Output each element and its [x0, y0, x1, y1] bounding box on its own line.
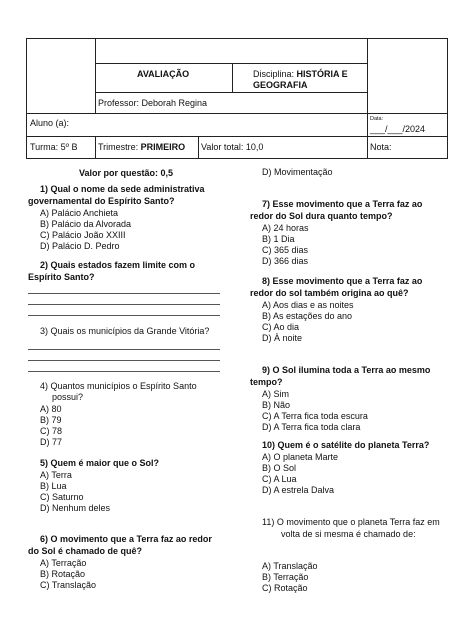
q6-option-b: B) Rotação: [40, 569, 86, 579]
q9-option-b: B) Não: [262, 400, 291, 410]
q8-option-d: D) À noite: [262, 333, 303, 343]
data-field: ___/___/2024: [370, 124, 426, 134]
answer-line: [28, 304, 220, 305]
turma-field: Turma: 5º B: [30, 142, 78, 152]
divider: [95, 136, 96, 159]
nota-field: Nota:: [370, 142, 392, 152]
divider: [198, 136, 199, 159]
question-10: 10) Quem é o satélite do planeta Terra?: [262, 440, 430, 450]
q1-option-a: A) Palácio Anchieta: [40, 208, 119, 218]
q5-option-d: D) Nenhum deles: [40, 503, 111, 513]
q5-option-a: A) Terra: [40, 470, 72, 480]
disciplina-label: Disciplina:: [253, 69, 297, 79]
q10-option-c: C) A Lua: [262, 474, 297, 484]
question-2-line1: 2) Quais estados fazem limite com o: [40, 260, 196, 270]
trimestre-field: [98, 142, 185, 153]
divider: [95, 92, 367, 93]
question-3: 3) Quais os municípios da Grande Vitória?: [40, 326, 210, 336]
divider: [27, 136, 447, 137]
question-4-line2: possui?: [52, 392, 84, 402]
divider: [367, 39, 368, 159]
trimestre-label: Trimestre:: [98, 142, 141, 152]
question-6-line2: do Sol é chamado de quê?: [28, 546, 143, 556]
trimestre-value: PRIMEIRO: [140, 142, 186, 152]
q7-option-d: D) 366 dias: [262, 256, 309, 266]
q4-option-d: D) 77: [40, 437, 63, 447]
q6-option-c: C) Translação: [40, 580, 97, 590]
divider: [95, 39, 96, 113]
q11-option-c: C) Rotação: [262, 583, 308, 593]
divider: [95, 63, 367, 64]
q1-option-b: B) Palácio da Alvorada: [40, 219, 132, 229]
divider: [27, 113, 447, 114]
q9-option-d: D) A Terra fica toda clara: [262, 422, 361, 432]
question-8-line1: 8) Esse movimento que a Terra faz ao: [262, 276, 423, 286]
question-1-line1: 1) Qual o nome da sede administrativa: [40, 184, 205, 194]
header-table: [26, 38, 448, 159]
professor-field: Professor: Deborah Regina: [98, 98, 208, 108]
question-8-line2: redor do sol também origina ao quê?: [250, 288, 409, 298]
q8-option-a: A) Aos dias e as noites: [262, 300, 354, 310]
q6-option-a: A) Terração: [40, 558, 87, 568]
q5-option-b: B) Lua: [40, 481, 67, 491]
question-6-line1: 6) O movimento que a Terra faz ao redor: [40, 534, 212, 544]
question-4-line1: 4) Quantos municípios o Espírito Santo: [40, 381, 197, 391]
q1-option-d: D) Palácio D. Pedro: [40, 241, 120, 251]
q1-option-c: C) Palácio João XXIII: [40, 230, 126, 240]
answer-line: [28, 371, 220, 372]
q7-option-a: A) 24 horas: [262, 223, 309, 233]
q4-option-c: C) 78: [40, 426, 63, 436]
q11-option-a: A) Translação: [262, 561, 318, 571]
q5-option-c: C) Saturno: [40, 492, 84, 502]
question-5: 5) Quem é maior que o Sol?: [40, 458, 160, 468]
q9-option-a: A) Sim: [262, 389, 289, 399]
divider: [232, 63, 233, 92]
q10-option-d: D) A estrela Dalva: [262, 485, 335, 495]
question-11-line1: 11) O movimento que o planeta Terra faz em: [262, 517, 440, 527]
q11-option-b: B) Terração: [262, 572, 309, 582]
question-1-line2: governamental do Espírito Santo?: [28, 196, 175, 206]
q8-option-c: C) Ao dia: [262, 322, 300, 332]
answer-line: [28, 315, 220, 316]
q4-option-b: B) 79: [40, 415, 62, 425]
aluno-field: Aluno (a):: [30, 118, 70, 128]
q7-option-b: B) 1 Dia: [262, 234, 295, 244]
q9-option-c: C) A Terra fica toda escura: [262, 411, 368, 421]
q4-option-a: A) 80: [40, 404, 62, 414]
valor-por-questao: Valor por questão: 0,5: [79, 168, 174, 178]
answer-line: [28, 293, 220, 294]
answer-line: [28, 349, 220, 350]
question-7-line1: 7) Esse movimento que a Terra faz ao: [262, 199, 423, 209]
q10-option-a: A) O planeta Marte: [262, 452, 339, 462]
question-7-line2: redor do Sol dura quanto tempo?: [250, 211, 393, 221]
question-9-line1: 9) O Sol ilumina toda a Terra ao mesmo: [262, 365, 431, 375]
valor-total-field: Valor total: 10,0: [201, 142, 264, 152]
disciplina-value: HISTÓRIA E GEOGRAFIA: [253, 69, 348, 90]
avaliacao-title: AVALIAÇÃO: [137, 69, 190, 79]
q6-option-d: D) Movimentação: [262, 167, 333, 177]
disciplina-field: [253, 69, 365, 91]
question-11-line2: volta de si mesma é chamado de:: [281, 529, 416, 539]
answer-line: [28, 360, 220, 361]
q8-option-b: B) As estações do ano: [262, 311, 353, 321]
data-label: Data:: [370, 116, 384, 122]
question-2-line2: Espírito Santo?: [28, 272, 95, 282]
question-9-line2: tempo?: [250, 377, 283, 387]
q7-option-c: C) 365 dias: [262, 245, 309, 255]
q10-option-b: B) O Sol: [262, 463, 297, 473]
